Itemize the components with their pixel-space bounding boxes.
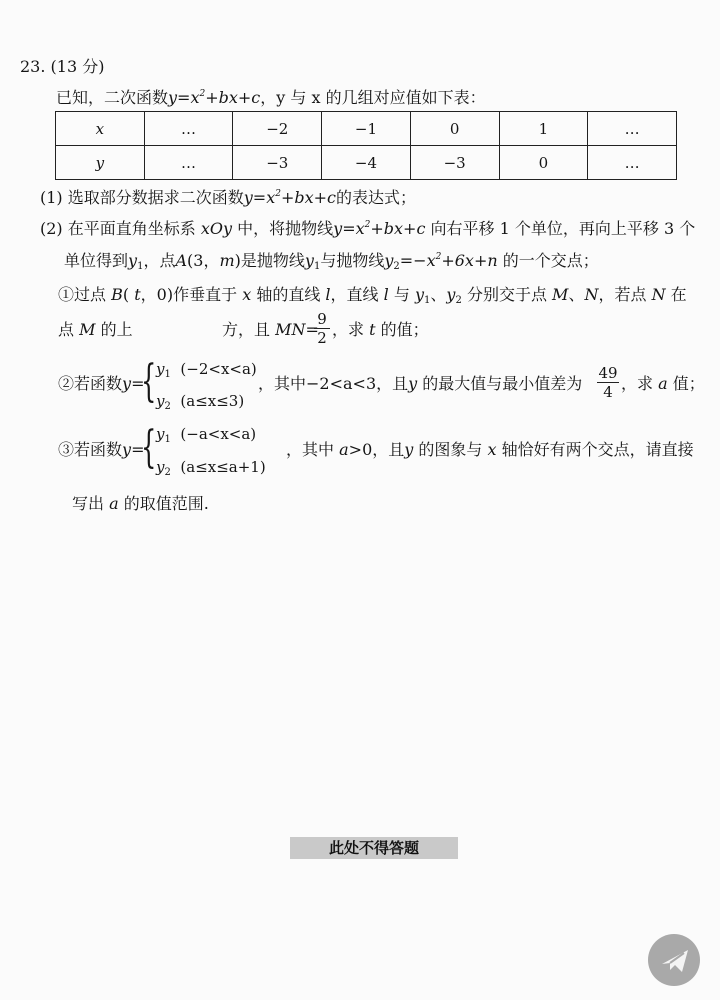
mn-symbol: MN <box>275 320 306 339</box>
q1-text: 的上 <box>100 320 133 339</box>
q2-end: ，求 a 值； <box>621 374 705 393</box>
piecewise-brace: { <box>141 422 157 473</box>
problem-points: (13 分) <box>50 57 105 76</box>
q3-text: ，且 <box>372 440 405 459</box>
q1-text: 轴的直线 <box>256 285 321 304</box>
part2-text: 单位得到 <box>64 251 129 270</box>
part2-text: ，点 <box>143 251 176 270</box>
q2-text: ②若函数 <box>58 374 123 393</box>
part2-line2: 单位得到$y_1$，点A(3，m)是抛物线$y_1$与抛物线$y_2=-x^2+6x+n$ 的一个交点； <box>64 251 599 272</box>
intro-suffix: ，y 与 x 的几组对应值如下表： <box>260 88 486 107</box>
paper-plane-icon <box>648 934 700 986</box>
part1-line <box>40 188 416 208</box>
case-cond: (−a<x<a) <box>180 425 257 443</box>
piecewise-case-1: $y_1$ (−a<x<a) <box>156 425 257 445</box>
q1-text: 在 <box>670 285 687 304</box>
q1-text: 点 <box>58 320 75 339</box>
value-table <box>55 111 677 180</box>
part2-text: 中，将抛物线 <box>237 219 334 238</box>
q1-text: 与 <box>393 285 410 304</box>
part2-text: 与抛物线 <box>320 251 385 270</box>
q3-text: ③若函数 <box>58 440 123 459</box>
intro-prefix: 已知，二次函数 <box>56 88 169 107</box>
q3-middle: ，其中 a>0，且y 的图象与 x 轴恰好有两个交点，请直接 <box>286 440 694 459</box>
q1-line2c: ，求 t 的值； <box>332 320 429 339</box>
frac-den: 2 <box>317 329 327 347</box>
problem-heading <box>20 57 104 77</box>
table-cell: … <box>588 146 677 180</box>
q3-line2: 写出 a 的取值范围. <box>72 494 209 513</box>
q2-text: 值； <box>672 374 705 393</box>
q1-text: ，求 <box>332 320 365 339</box>
q1-line2: 点 M 的上 <box>58 320 133 339</box>
table-cell: −2 <box>233 112 322 146</box>
table-row <box>56 112 677 146</box>
problem-number: 23. <box>20 57 46 76</box>
table-cell: x <box>56 112 145 146</box>
fraction-49-4 <box>597 364 619 401</box>
case-cond: (−2<x<a) <box>180 360 257 378</box>
q3-text: 的图象与 <box>418 440 483 459</box>
point-b: B <box>111 285 123 304</box>
q1-text: ，若点 <box>598 285 647 304</box>
parabola-function: $y=x^2+bx+c$ <box>333 219 426 238</box>
q1-text: 分别交于点 <box>466 285 547 304</box>
q2-text: ，求 <box>621 374 654 393</box>
part1-prefix: (1) 选取部分数据求二次函数 <box>40 188 244 207</box>
table-cell: … <box>144 112 233 146</box>
q1-text: ，直线 <box>330 285 379 304</box>
no-answer-zone-label: 此处不得答题 <box>290 837 458 859</box>
part1-suffix: 的表达式； <box>336 188 417 207</box>
table-cell: −3 <box>233 146 322 180</box>
part2-text: 的一个交点； <box>502 251 599 270</box>
table-cell: 1 <box>499 112 588 146</box>
part1-function: $y=x^2+bx+c$ <box>243 188 337 207</box>
q1-text: 作垂直于 <box>173 285 238 304</box>
point-a: A <box>175 251 188 270</box>
intro-line <box>56 88 486 108</box>
piecewise-case-2: $y_2$ (a≤x≤3) <box>156 392 245 412</box>
frac-num: 49 <box>598 364 618 382</box>
q2-middle: ，其中−2<a<3，且y 的最大值与最小值差为 <box>258 374 583 393</box>
q1-text: ①过点 <box>58 285 107 304</box>
part2-line1 <box>40 219 695 239</box>
q2-prefix: ②若函数y= <box>58 374 145 393</box>
frac-num: 9 <box>314 310 330 329</box>
part2-text: (2) 在平面直角坐标系 <box>40 219 196 238</box>
q2-text: 的最大值与最小值差为 <box>422 374 583 393</box>
q2-text: ，其中−2<a<3，且 <box>258 374 409 393</box>
table-cell: 0 <box>410 112 499 146</box>
piecewise-brace: { <box>141 356 157 407</box>
case-cond: (a≤x≤a+1) <box>180 458 266 476</box>
table-row <box>56 146 677 180</box>
q3-text: 的取值范围. <box>123 494 209 513</box>
table-cell: −1 <box>322 112 411 146</box>
piecewise-case-1: $y_1$ (−2<x<a) <box>156 360 257 380</box>
q1-text: 的值； <box>380 320 429 339</box>
table-cell: … <box>144 146 233 180</box>
coordinate-system: xOy <box>200 219 233 238</box>
q3-text: ，其中 <box>286 440 335 459</box>
case-cond: (a≤x≤3) <box>180 392 245 410</box>
table-cell: 0 <box>499 146 588 180</box>
parabola-y2: y <box>384 251 394 270</box>
q3-prefix: ③若函数y= <box>58 440 145 459</box>
q3-text: 写出 <box>72 494 105 513</box>
part2-text: 是抛物线 <box>240 251 305 270</box>
fraction-9-2 <box>314 310 330 347</box>
q3-text: 轴恰好有两个交点，请直接 <box>501 440 694 459</box>
table-cell: −3 <box>410 146 499 180</box>
frac-den: 4 <box>603 383 613 401</box>
table-cell: y <box>56 146 145 180</box>
table-cell: … <box>588 112 677 146</box>
q1-line1: ①过点 B( t，0)作垂直于 x 轴的直线 l，直线 l 与 $y_1$、$y_2$ 分别交于点 M、N，若点 N 在 <box>58 285 687 306</box>
part2-text: 向右平移 1 个单位，再向上平移 3 个 <box>430 219 696 238</box>
piecewise-case-2: $y_2$ (a≤x≤a+1) <box>156 458 266 478</box>
y1-symbol: y <box>128 251 138 270</box>
intro-function: $y=x^2+bx+c$ <box>168 88 261 107</box>
table-cell: −4 <box>322 146 411 180</box>
q1-text: 方，且 <box>222 320 271 339</box>
q1-line2b: 方，且 MN= <box>222 320 319 339</box>
